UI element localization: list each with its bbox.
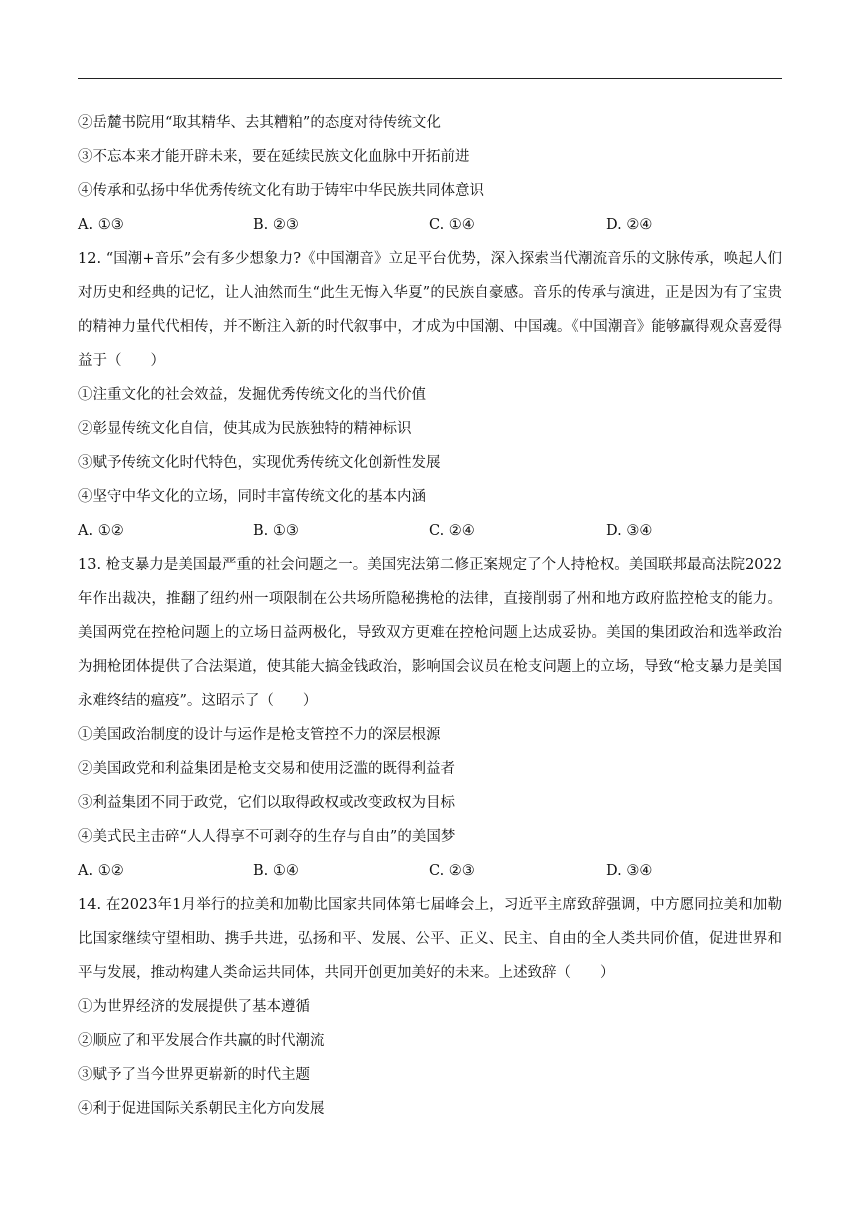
option-item: ①注重文化的社会效益，发掘优秀传统文化的当代价值 (78, 387, 426, 403)
option-item: ①美国政治制度的设计与运作是枪支管控不力的深层根源 (78, 727, 441, 743)
choice-d: D. ③④ (606, 523, 653, 539)
question-12-stem: 12. “国潮+音乐”会有多少想象力?《中国潮音》立足平台优势，深入探索当代潮流音乐的文脉传承，唤起人们对历史和经典的记忆，让人油然而生“此生无悔入华夏”的民族自豪感。音乐的传承与演进，正是因为有了宝贵的精神力量代代相传，并不断注入新的时代叙事中，才成为中国潮、中国魂。《中国潮音》能够赢得观众喜爱得益于（ ） (78, 251, 782, 369)
choice-c: C. ②③ (429, 863, 475, 879)
choice-d: D. ③④ (606, 863, 653, 879)
option-item: ①为世界经济的发展提供了基本遵循 (78, 999, 310, 1015)
option-item: ④利于促进国际关系朝民主化方向发展 (78, 1101, 325, 1117)
option-item: ④传承和弘扬中华优秀传统文化有助于铸牢中华民族共同体意识 (78, 183, 484, 199)
option-item: ③赋予传统文化时代特色，实现优秀传统文化创新性发展 (78, 455, 441, 471)
choice-a: A. ①② (78, 523, 124, 539)
choice-b: B. ①④ (253, 863, 299, 879)
header-rule (78, 78, 782, 79)
option-item: ②彰显传统文化自信，使其成为民族独特的精神标识 (78, 421, 412, 437)
answer-choices (78, 854, 782, 888)
option-item: ③赋予了当今世界更崭新的时代主题 (78, 1067, 310, 1083)
page-content (78, 106, 782, 1126)
option-item: ④坚守中华文化的立场，同时丰富传统文化的基本内涵 (78, 489, 426, 505)
option-item: ②顺应了和平发展合作共赢的时代潮流 (78, 1033, 325, 1049)
choice-b: B. ②③ (253, 217, 299, 233)
option-item: ③不忘本来才能开辟未来，要在延续民族文化血脉中开拓前进 (78, 149, 470, 165)
choice-a: A. ①③ (78, 217, 124, 233)
choice-c: C. ①④ (429, 217, 475, 233)
option-item: ④美式民主击碎“人人得享不可剥夺的生存与自由”的美国梦 (78, 829, 456, 845)
choice-b: B. ①③ (253, 523, 299, 539)
choice-a: A. ①② (78, 863, 124, 879)
answer-choices (78, 208, 782, 242)
option-item: ③利益集团不同于政党，它们以取得政权或改变政权为目标 (78, 795, 455, 811)
option-item: ②美国政党和利益集团是枪支交易和使用泛滥的既得利益者 (78, 761, 455, 777)
question-14-stem: 14. 在2023年1月举行的拉美和加勒比国家共同体第七届峰会上，习近平主席致辞强调，中方愿同拉美和加勒比国家继续守望相助、携手共进，弘扬和平、发展、公平、正义、民主、自由的全人类共同价值，促进世界和平与发展，推动构建人类命运共同体，共同开创更加美好的未来。上述致辞（ ） (78, 897, 782, 981)
question-13-stem: 13. 枪支暴力是美国最严重的社会问题之一。美国宪法第二修正案规定了个人持枪权。美国联邦最高法院2022年作出裁决，推翻了纽约州一项限制在公共场所隐秘携枪的法律，直接削弱了州和地方政府监控枪支的能力。美国两党在控枪问题上的立场日益两极化，导致双方更难在控枪问题上达成妥协。美国的集团政治和选举政治为拥枪团体提供了合法渠道，使其能大搞金钱政治，影响国会议员在枪支问题上的立场，导致“枪支暴力是美国永难终结的瘟疫”。这昭示了（ ） (78, 557, 782, 709)
choice-d: D. ②④ (606, 217, 653, 233)
option-item: ②岳麓书院用“取其精华、去其糟粕”的态度对待传统文化 (78, 115, 441, 131)
answer-choices (78, 514, 782, 548)
choice-c: C. ②④ (429, 523, 475, 539)
